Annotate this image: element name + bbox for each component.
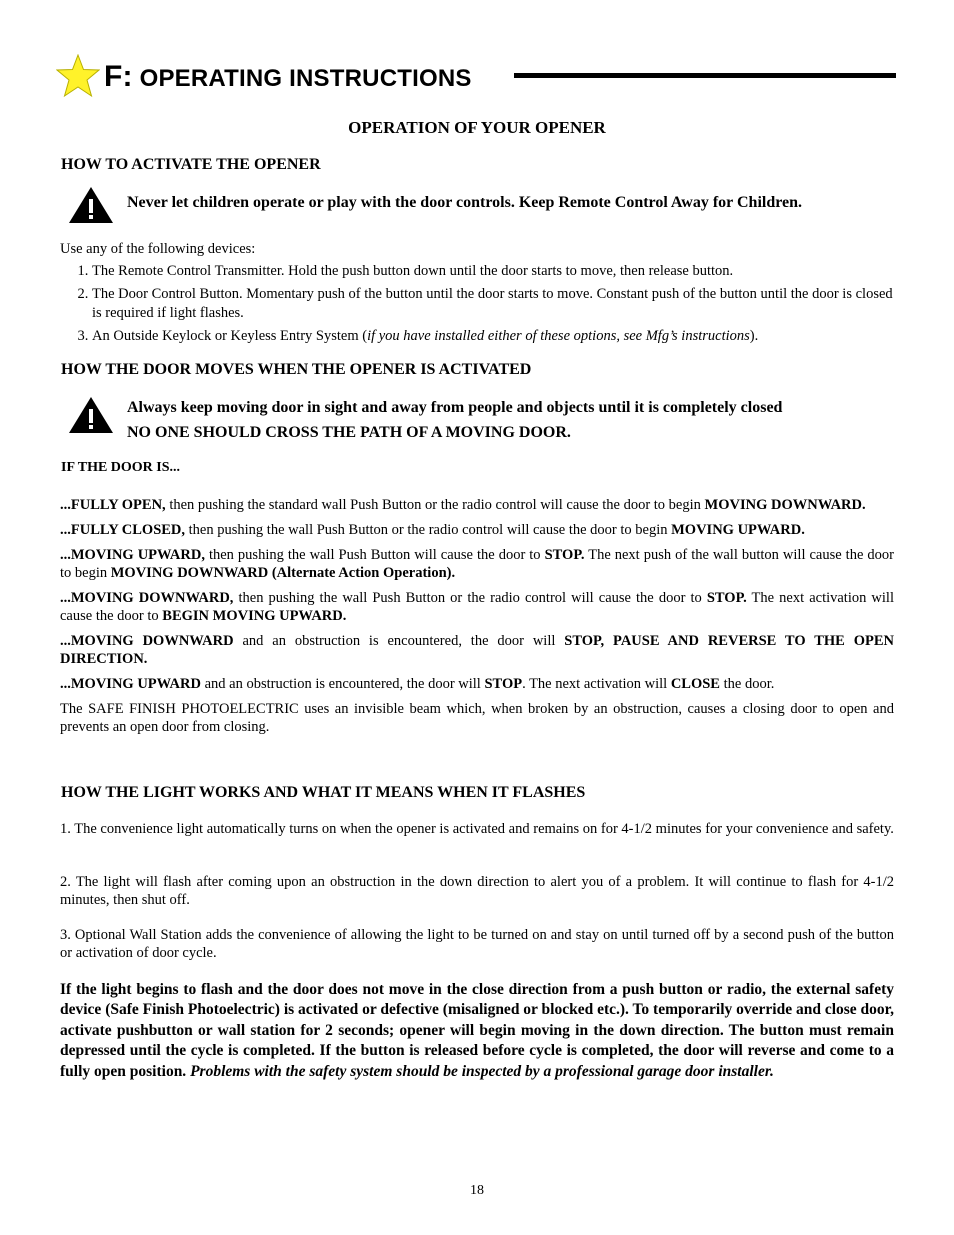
page-title bbox=[104, 60, 472, 94]
main-heading: OPERATION OF YOUR OPENER bbox=[348, 118, 606, 137]
if-door-heading: IF THE DOOR IS... bbox=[61, 460, 181, 475]
section-letter: F: bbox=[104, 60, 133, 93]
moving-door-warning: Always keep moving door in sight and away from people and objects until it is completely closed NO ONE SHOULD CROSS THE PATH OF A MOVING DOOR. bbox=[127, 399, 783, 441]
door-states-list bbox=[60, 496, 894, 743]
list-item: 3. An Outside Keylock or Keyless Entry System (if you have installed either of these options, see Mfg’s instructions). bbox=[92, 327, 894, 346]
section-title: OPERATING INSTRUCTIONS bbox=[139, 65, 472, 92]
list-item: ...MOVING DOWNWARD and an obstruction is encountered, the door will STOP, PAUSE AND REVERSE TO THE OPEN DIRECTION. bbox=[60, 633, 894, 667]
list-item: 2. The Door Control Button. Momentary push of the button until the door starts to move. Constant push of the button until the door is closed is required if light flashes. bbox=[92, 285, 894, 323]
list-item: ...FULLY OPEN, then pushing the standard wall Push Button or the radio control will cause the door to begin MOVING DOWNWARD. bbox=[60, 497, 866, 513]
section-header bbox=[56, 52, 896, 102]
override-notice: If the light begins to flash and the door does not move in the close direction from a push button or radio, the external safety device (Safe Finish Photoelectric) is activated or defective (misaligned or blocked etc.). To temporarily override and close door, activate pushbutton or wall station for 2 seconds; opener will begin moving in the down direction. The button must remain depressed until the cycle is completed. If the button is released before cycle is completed, the door will reverse and come to a fully open position. Problems with the safety system should be inspected by a professional garage door installer. bbox=[60, 981, 894, 1080]
list-item: ...MOVING UPWARD, then pushing the wall Push Button will cause the door to STOP. The next push of the wall button will cause the door to begin MOVING DOWNWARD (Alternate Action Operation). bbox=[60, 547, 894, 581]
photoelectric-note: The SAFE FINISH PHOTOELECTRIC uses an invisible beam which, when broken by an obstruction, causes a closing door to open and prevents an open door from closing. bbox=[60, 701, 894, 735]
header-rule bbox=[514, 73, 896, 78]
children-warning: Never let children operate or play with the door controls. Keep Remote Control Away for Children. bbox=[127, 194, 803, 211]
list-item: ...MOVING DOWNWARD, then pushing the wall Push Button or the radio control will cause the door to STOP. The next activation will cause the door to BEGIN MOVING UPWARD. bbox=[60, 590, 894, 624]
light-item: 3. Optional Wall Station adds the convenience of allowing the light to be turned on and stay on until turned off by a second push of the button or activation of door cycle. bbox=[60, 927, 894, 961]
warning-triangle-icon bbox=[67, 185, 115, 225]
moves-heading: HOW THE DOOR MOVES WHEN THE OPENER IS ACTIVATED bbox=[61, 361, 532, 378]
list-item: ...FULLY CLOSED, then pushing the wall Push Button or the radio control will cause the door to begin MOVING UPWARD. bbox=[60, 522, 805, 538]
light-item: 1. The convenience light automatically turns on when the opener is activated and remains on for 4-1/2 minutes for your convenience and safety. bbox=[60, 821, 894, 837]
star-icon bbox=[56, 54, 100, 98]
page-number: 18 bbox=[470, 1183, 484, 1198]
devices-list bbox=[60, 262, 894, 350]
activate-heading: HOW TO ACTIVATE THE OPENER bbox=[61, 156, 321, 173]
warning-triangle-icon bbox=[67, 395, 115, 435]
light-heading: HOW THE LIGHT WORKS AND WHAT IT MEANS WHEN IT FLASHES bbox=[61, 784, 586, 801]
light-item: 2. The light will flash after coming upon an obstruction in the down direction to alert you of a problem. It will continue to flash for 4-1/2 minutes, then shut off. bbox=[60, 874, 894, 908]
devices-intro: Use any of the following devices: bbox=[60, 241, 256, 257]
list-item: ...MOVING UPWARD and an obstruction is encountered, the door will STOP. The next activation will CLOSE the door. bbox=[60, 676, 775, 692]
list-item: 1. The Remote Control Transmitter. Hold the push button down until the door starts to move, then release button. bbox=[92, 262, 894, 281]
